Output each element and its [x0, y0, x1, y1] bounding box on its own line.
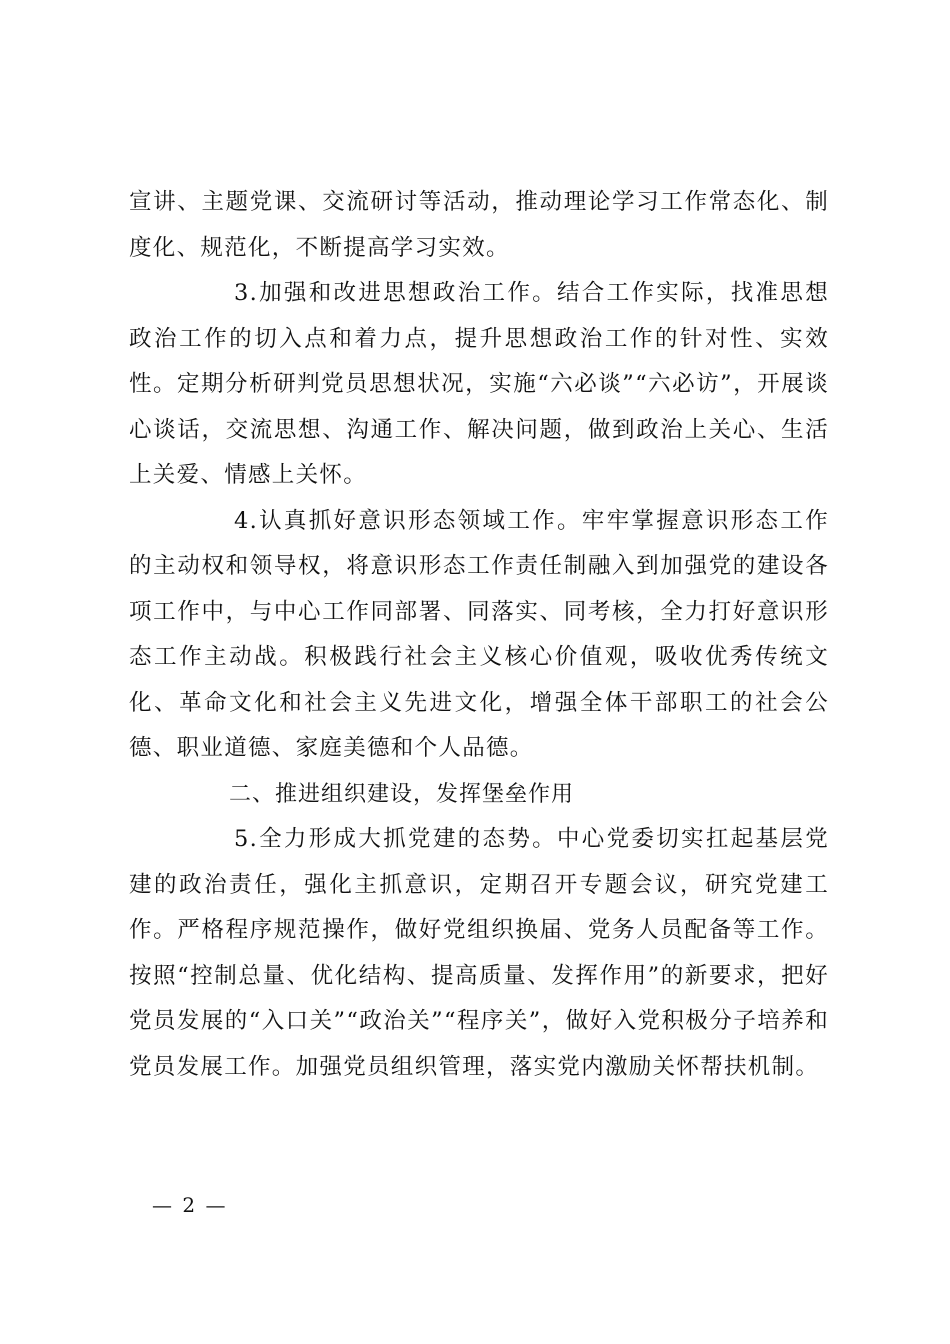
paragraph-item-3: 3.加强和改进思想政治工作。结合工作实际，找准思想政治工作的切入点和着力点，提升思想政治工作的针对性、实效性。定期分析研判党员思想状况，实施“六必谈”“六必访”，开展谈心谈话，交流思想、沟通工作、解决问题，做到政治上关心、生活上关爱、情感上关怀。 [129, 280, 829, 488]
paragraph-item-4: 4.认真抓好意识形态领域工作。牢牢掌握意识形态工作的主动权和领导权，将意识形态工作责任制融入到加强党的建设各项工作中，与中心工作同部署、同落实、同考核，全力打好意识形态工作主动战。积极践行社会主义核心价值观，吸收优秀传统文化、革命文化和社会主义先进文化，增强全体干部职工的社会公德、职业道德、家庭美德和个人品德。 [129, 507, 829, 761]
paragraph-continuation: 宣讲、主题党课、交流研讨等活动，推动理论学习工作常态化、制度化、规范化，不断提高学习实效。 [129, 189, 829, 261]
page-number: — 2 — [152, 1193, 228, 1217]
paragraph-item-5: 5.全力形成大抓党建的态势。中心党委切实扛起基层党建的政治责任，强化主抓意识，定期召开专题会议，研究党建工作。严格程序规范操作，做好党组织换届、党务人员配备等工作。按照“控制总量、优化结构、提高质量、发挥作用”的新要求，把好党员发展的“入口关”“政治关”“程序关”，做好入党积极分子培养和党员发展工作。加强党员组织管理，落实党内激励关怀帮扶机制。 [129, 826, 829, 1080]
section-heading-2: 二、推进组织建设，发挥堡垒作用 [229, 781, 575, 807]
document-body [129, 180, 829, 1090]
